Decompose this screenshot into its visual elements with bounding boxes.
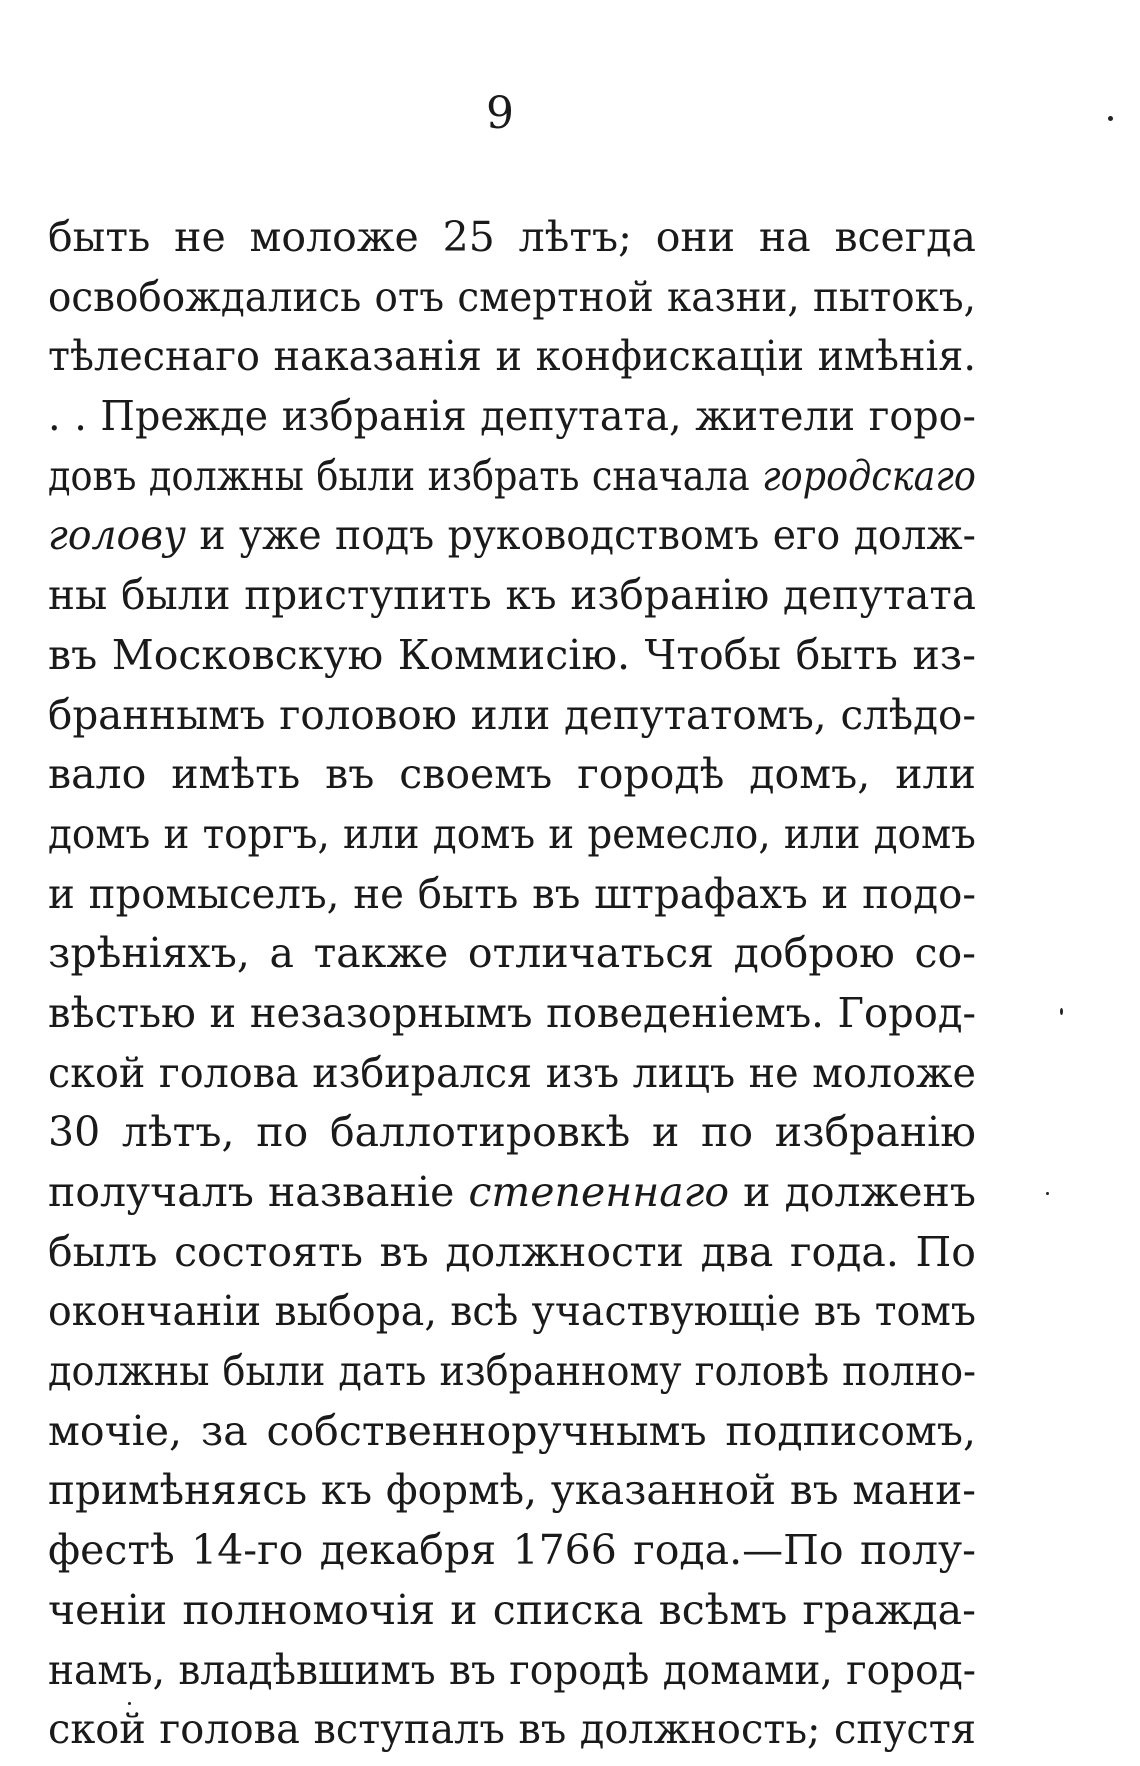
text-line xyxy=(48,1163,976,1223)
word: домъ xyxy=(873,809,976,858)
word: подъ xyxy=(335,511,435,560)
word: город- xyxy=(846,1645,976,1694)
word: ны xyxy=(48,571,108,620)
word: намъ, xyxy=(48,1645,165,1694)
word: ской xyxy=(48,1705,146,1754)
page-number: 9 xyxy=(486,88,514,139)
word: въ xyxy=(449,1645,496,1694)
text-line xyxy=(48,745,976,805)
word: года. xyxy=(790,1227,899,1276)
text-line xyxy=(48,1402,976,1462)
word: довъ xyxy=(48,451,137,500)
ink-speck xyxy=(128,1702,131,1705)
word: примѣняясь xyxy=(48,1466,308,1515)
word: и xyxy=(548,809,575,858)
word: избранному xyxy=(439,1347,682,1396)
word: дать xyxy=(338,1347,427,1396)
text-line xyxy=(48,1342,976,1402)
word: 30 xyxy=(48,1108,101,1157)
word: и xyxy=(199,511,226,560)
word: конфискаціи xyxy=(535,332,805,381)
text-line xyxy=(48,1282,976,1342)
word: депутата xyxy=(783,571,976,620)
word: руководствомъ xyxy=(447,511,760,560)
word: въ xyxy=(814,1287,862,1336)
word: а xyxy=(269,929,294,978)
word: сначала xyxy=(591,451,750,500)
word: вало xyxy=(48,750,147,799)
word: мочіе, xyxy=(48,1406,183,1455)
word: подо- xyxy=(862,869,976,918)
word: голову xyxy=(48,511,186,560)
word: владѣвшимъ xyxy=(178,1645,436,1694)
text-line xyxy=(48,686,976,746)
word: Чтобы xyxy=(644,630,781,679)
text-line xyxy=(48,1044,976,1104)
word: вѣстью xyxy=(48,988,196,1037)
word: быть xyxy=(417,869,519,918)
word: слѣдо- xyxy=(840,690,976,739)
word: приступить xyxy=(244,571,492,620)
word: избрать xyxy=(427,451,580,500)
word: отъ xyxy=(374,272,445,321)
word: и xyxy=(651,1108,680,1157)
word: имѣнія. xyxy=(817,332,976,381)
word: ремесло, xyxy=(587,809,771,858)
word: браннымъ xyxy=(48,690,266,739)
word: былъ xyxy=(48,1227,158,1276)
word: на xyxy=(758,213,811,261)
text-line xyxy=(48,805,976,865)
word: не xyxy=(353,869,404,918)
word: декабря xyxy=(319,1526,497,1575)
word: всѣ xyxy=(450,1287,519,1336)
text-line xyxy=(48,208,976,268)
word: его xyxy=(772,511,841,560)
word: они xyxy=(655,213,736,261)
word: въ xyxy=(48,630,98,679)
word: степеннаго xyxy=(468,1168,730,1216)
word: состоять xyxy=(174,1227,363,1276)
text-line xyxy=(48,387,976,447)
word: 14-го xyxy=(191,1526,304,1575)
ink-speck xyxy=(1046,1192,1049,1195)
word: также xyxy=(313,929,449,978)
word: жители xyxy=(695,392,856,441)
word: тѣлеснаго xyxy=(48,332,260,381)
word: По xyxy=(915,1227,976,1276)
word: получалъ xyxy=(48,1168,254,1216)
word: поведеніемъ. xyxy=(546,988,824,1037)
word: лѣтъ; xyxy=(518,213,632,261)
word: промыселъ, xyxy=(88,869,340,918)
word: депутатомъ, xyxy=(564,690,827,739)
word: и xyxy=(48,869,75,918)
word: и xyxy=(450,1585,478,1634)
word: всѣмъ xyxy=(658,1585,788,1634)
word: мани- xyxy=(852,1466,976,1515)
word: по xyxy=(256,1108,309,1157)
word: 1766 xyxy=(512,1526,617,1575)
word: спустя xyxy=(834,1705,976,1754)
text-line xyxy=(48,1641,976,1701)
text-line xyxy=(48,1223,976,1283)
text-line xyxy=(48,984,976,1044)
word: казни, xyxy=(667,272,800,321)
word: Город- xyxy=(837,988,976,1037)
word: собственноручнымъ xyxy=(266,1406,707,1455)
word: депутата, xyxy=(480,392,682,441)
word: головою xyxy=(279,690,457,739)
word: и xyxy=(209,988,237,1037)
text-line xyxy=(48,566,976,626)
word: быть xyxy=(48,213,151,261)
text-line xyxy=(48,1581,976,1641)
word: всегда xyxy=(834,213,976,261)
word: въ xyxy=(325,750,375,799)
word: подписомъ, xyxy=(725,1406,976,1455)
word: смертной xyxy=(457,272,654,321)
word: къ xyxy=(505,571,557,620)
word: моложе xyxy=(812,1048,976,1097)
word: головѣ xyxy=(694,1347,830,1396)
word: по xyxy=(701,1108,754,1157)
word: полу- xyxy=(859,1526,976,1575)
word: фестѣ xyxy=(48,1526,175,1575)
word: . xyxy=(48,392,61,441)
word: незазорнымъ xyxy=(249,988,533,1037)
word: зрѣніяхъ, xyxy=(48,929,250,978)
word: ченіи xyxy=(48,1585,168,1634)
word: наказанія xyxy=(273,332,482,381)
word: вступалъ xyxy=(313,1705,505,1754)
text-line xyxy=(48,626,976,686)
word: голова xyxy=(159,1705,300,1754)
word: или xyxy=(343,809,420,858)
word: горо- xyxy=(868,392,976,441)
word: избирался xyxy=(312,1048,533,1097)
word: Коммисію. xyxy=(397,630,631,679)
text-line xyxy=(48,865,976,925)
word: въ xyxy=(518,1705,567,1754)
word: въ xyxy=(532,869,581,918)
word: въ xyxy=(789,1466,839,1515)
word: Московскую xyxy=(111,630,384,679)
word: указанной xyxy=(550,1466,777,1515)
word: избранія xyxy=(281,392,467,441)
word: должность; xyxy=(579,1705,821,1754)
word: полномочія xyxy=(182,1585,436,1634)
body-text xyxy=(48,208,976,1760)
word: долженъ xyxy=(784,1168,976,1216)
word: избранію xyxy=(774,1108,976,1157)
word: и xyxy=(163,809,190,858)
word: или xyxy=(895,750,976,799)
word: должности xyxy=(445,1227,684,1276)
text-line xyxy=(48,924,976,984)
word: домъ, xyxy=(749,750,871,799)
word: домами, xyxy=(662,1645,833,1694)
word: доброю xyxy=(733,929,895,978)
word: не xyxy=(174,213,226,261)
word: списка xyxy=(492,1585,644,1634)
word: 25 xyxy=(442,213,495,261)
word: не xyxy=(748,1048,799,1097)
text-line xyxy=(48,268,976,328)
word: баллотировкѣ xyxy=(329,1108,631,1157)
word: изъ xyxy=(545,1048,620,1097)
word: томъ xyxy=(874,1287,976,1336)
word: были xyxy=(316,451,416,500)
word: или xyxy=(783,809,861,858)
word: гражда- xyxy=(802,1585,976,1634)
word: Прежде xyxy=(100,392,269,441)
word: голова xyxy=(158,1048,299,1097)
word: формѣ, xyxy=(385,1466,537,1515)
word: должны xyxy=(48,1347,210,1396)
word: или xyxy=(470,690,551,739)
word: были xyxy=(222,1347,326,1396)
word: домъ xyxy=(432,809,536,858)
word: отличаться xyxy=(467,929,715,978)
word: . xyxy=(74,392,87,441)
word: моложе xyxy=(249,213,419,261)
word: избранію xyxy=(570,571,770,620)
text-line xyxy=(48,1461,976,1521)
text-line xyxy=(48,1103,976,1163)
word: освобождались xyxy=(48,272,362,321)
word: участвующіе xyxy=(531,1287,801,1336)
word: выбора, xyxy=(274,1287,437,1336)
ink-speck xyxy=(1060,1008,1063,1015)
word: два xyxy=(700,1227,774,1276)
word: долж- xyxy=(853,511,976,560)
word: пытокъ, xyxy=(813,272,976,321)
word: имѣть xyxy=(171,750,301,799)
word: со- xyxy=(914,929,976,978)
ink-speck xyxy=(1108,116,1113,121)
word: и xyxy=(821,869,849,918)
text-line xyxy=(48,1521,976,1581)
word: окончаніи xyxy=(48,1287,262,1336)
word: уже xyxy=(239,511,322,560)
word: названіе xyxy=(267,1168,455,1216)
word: штрафахъ xyxy=(594,869,808,918)
word: из- xyxy=(912,630,976,679)
word: городѣ xyxy=(509,1645,650,1694)
word: за xyxy=(200,1406,248,1455)
text-line xyxy=(48,1700,976,1760)
word: были xyxy=(121,571,231,620)
word: должны xyxy=(148,451,304,500)
word: и xyxy=(743,1168,771,1216)
word: домъ xyxy=(48,809,151,858)
word: быть xyxy=(795,630,898,679)
word: городѣ xyxy=(577,750,725,799)
word: торгъ, xyxy=(202,809,330,858)
word: своемъ xyxy=(399,750,553,799)
text-line xyxy=(48,506,976,566)
word: ской xyxy=(48,1048,146,1097)
word: лицъ xyxy=(632,1048,736,1097)
word: года.—По xyxy=(633,1526,844,1575)
text-line xyxy=(48,447,976,507)
word: лѣтъ, xyxy=(121,1108,235,1157)
word: въ xyxy=(379,1227,429,1276)
text-line xyxy=(48,327,976,387)
word: къ xyxy=(320,1466,373,1515)
word: и xyxy=(495,332,523,381)
word: городскаго xyxy=(762,451,976,500)
word: полно- xyxy=(842,1347,976,1396)
